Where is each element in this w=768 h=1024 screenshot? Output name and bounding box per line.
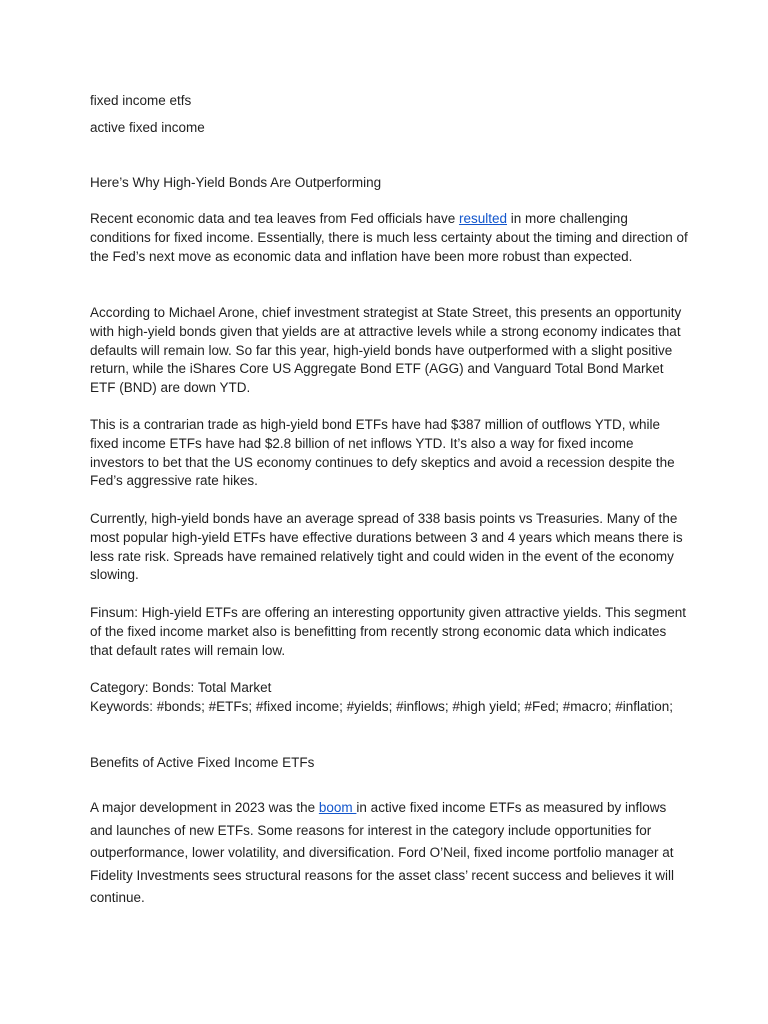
boom-link[interactable]: boom <box>318 800 357 815</box>
article1-paragraph-4: Currently, high-yield bonds have an average spread of 338 basis points vs Treasuries. Many of the most popular high-yield ETFs have effective durations between 3 and 4 years which means there is less rate risk. Spreads have remained relatively tight and could widen in the event of the economy slowing. <box>90 511 683 583</box>
tag-active-fixed-income: active fixed income <box>90 120 205 135</box>
article1-paragraph-1 <box>90 210 688 266</box>
article1-keywords: Keywords: #bonds; #ETFs; #fixed income; #yields; #inflows; #high yield; #Fed; #macro; #inflation; <box>90 699 674 714</box>
article1-finsum: Finsum: High-yield ETFs are offering an interesting opportunity given attractive yields. This segment of the fixed income market also is benefitting from recently strong economic data which indicates that default rates will remain low. <box>90 605 687 658</box>
article1-paragraph-3: This is a contrarian trade as high-yield bond ETFs have had $387 million of outflows YTD, while fixed income ETFs have had $2.8 billion of net inflows YTD. It’s also a way for fixed income investors to bet that the US economy continues to defy skeptics and avoid a recession despite the Fed’s aggressive rate hikes. <box>90 417 675 489</box>
article1-category: Category: Bonds: Total Market <box>90 680 272 695</box>
tag-fixed-income-etfs: fixed income etfs <box>90 93 192 108</box>
paragraph-text: in active fixed income ETFs as measured by inflows and launches of new ETFs. Some reasons for interest in the category include opportunities for outperformance, lower volatility, and diversification. Ford O’Neil, fixed income portfolio manager at Fidelity Investments sees structural reasons for the asset class’ recent success and believes it will continue. <box>90 800 674 905</box>
paragraph-text: in more challenging conditions for fixed income. Essentially, there is much less certainty about the timing and direction of the Fed’s next move as economic data and inflation have been more robust than expected. <box>90 211 688 264</box>
article1-paragraph-2: According to Michael Arone, chief investment strategist at State Street, this presents an opportunity with high-yield bonds given that yields are at attractive levels while a strong economy indicates that defaults will remain low. So far this year, high-yield bonds have outperformed with a slight positive return, while the iShares Core US Aggregate Bond ETF (AGG) and Vanguard Total Bond Market ETF (BND) are down YTD. <box>90 305 682 396</box>
article-title-active-fixed-income: Benefits of Active Fixed Income ETFs <box>90 755 315 770</box>
resulted-link[interactable]: resulted <box>458 211 507 226</box>
paragraph-text: A major development in 2023 was the <box>90 800 319 815</box>
article2-paragraph-1 <box>90 797 690 910</box>
article-title-high-yield: Here’s Why High-Yield Bonds Are Outperforming <box>90 175 382 190</box>
paragraph-text: Recent economic data and tea leaves from Fed officials have <box>90 211 459 226</box>
